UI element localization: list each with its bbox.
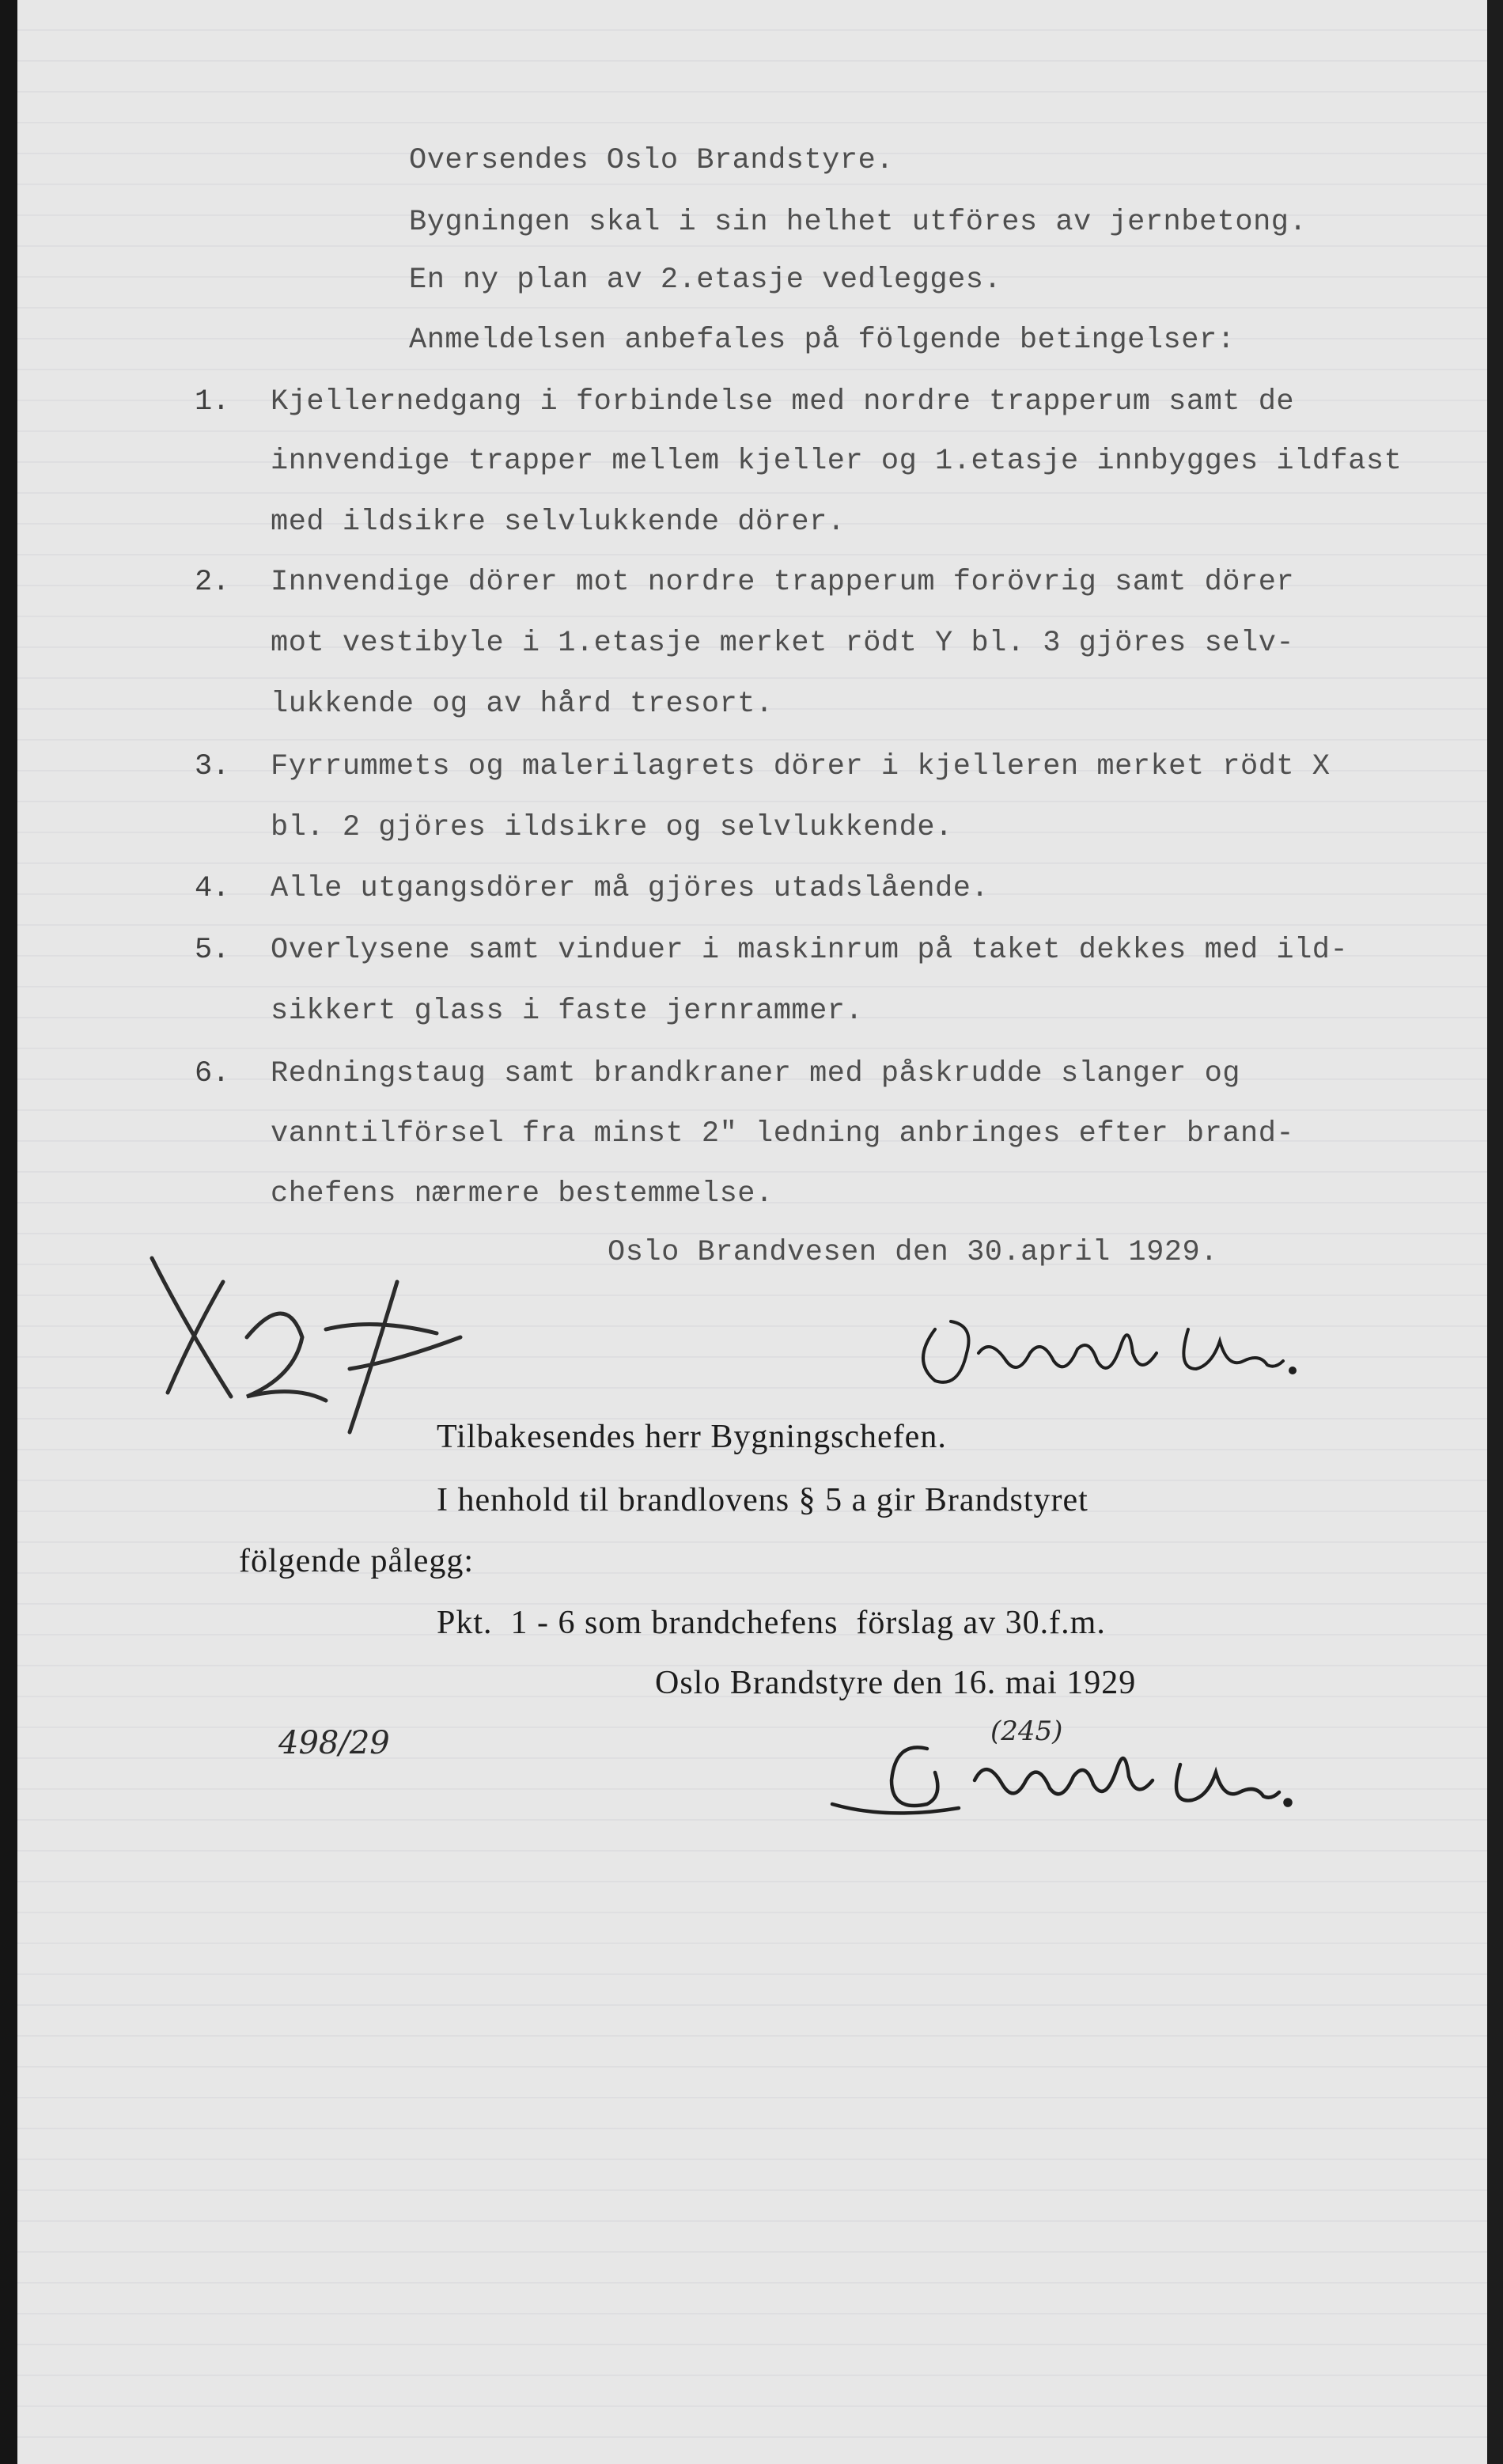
item-line: bl. 2 gjöres ildsikre og selvlukkende. (271, 811, 953, 844)
place-date-brandstyre: Oslo Brandstyre den 16. mai 1929 (655, 1665, 1137, 1701)
recommendation-line: Anmeldelsen anbefales på fölgende betingelser: (409, 324, 1236, 357)
item-number: 1. (195, 385, 230, 419)
document-page (17, 0, 1487, 2464)
item-line: lukkende og av hård tresort. (271, 688, 774, 721)
item-number: 6. (195, 1057, 230, 1090)
item-line: med ildsikre selvlukkende dörer. (271, 506, 846, 539)
forwarding-line: Oversendes Oslo Brandstyre. (409, 144, 894, 177)
return-line: Tilbakesendes herr Bygningschefen. (437, 1419, 947, 1455)
item-line: vanntilförsel fra minst 2" ledning anbringes efter brand- (271, 1117, 1295, 1150)
building-line: Bygningen skal i sin helhet utföres av jernbetong. (409, 206, 1308, 239)
item-line: Innvendige dörer mot nordre trapperum forövrig samt dörer (271, 566, 1295, 599)
signature-1 (903, 1306, 1299, 1401)
margin-mark (136, 1242, 484, 1440)
signature-2 (816, 1725, 1291, 1836)
points-line: Pkt. 1 - 6 som brandchefens förslag av 30.f.m. (437, 1605, 1106, 1641)
item-line: Overlysene samt vinduer i maskinrum på taket dekkes med ild- (271, 934, 1349, 967)
item-line: chefens nærmere bestemmelse. (271, 1177, 774, 1211)
item-line: Redningstaug samt brandkraner med påskrudde slanger og (271, 1057, 1240, 1090)
item-number: 4. (195, 872, 230, 905)
item-line: Kjellernedgang i forbindelse med nordre trapperum samt de (271, 385, 1295, 419)
reference-number: 498/29 (278, 1725, 390, 1761)
decision-line: I henhold til brandlovens § 5 a gir Brandstyret (437, 1482, 1088, 1518)
order-line: fölgende pålegg: (239, 1543, 475, 1579)
item-number: 3. (195, 750, 230, 783)
item-line: mot vestibyle i 1.etasje merket rödt Y bl. 3 gjöres selv- (271, 627, 1295, 660)
item-line: Alle utgangsdörer må gjöres utadslående. (271, 872, 990, 905)
item-line: innvendige trapper mellem kjeller og 1.etasje innbygges ildfast (271, 445, 1403, 478)
item-number: 2. (195, 566, 230, 599)
plan-line: En ny plan av 2.etasje vedlegges. (409, 263, 1002, 297)
scan-edge (0, 0, 17, 2464)
signature-number: (245) (990, 1715, 1063, 1747)
place-date-brandvesen: Oslo Brandvesen den 30.april 1929. (608, 1236, 1218, 1269)
item-line: Fyrrummets og malerilagrets dörer i kjelleren merket rödt X (271, 750, 1331, 783)
item-line: sikkert glass i faste jernrammer. (271, 995, 864, 1028)
item-number: 5. (195, 934, 230, 967)
